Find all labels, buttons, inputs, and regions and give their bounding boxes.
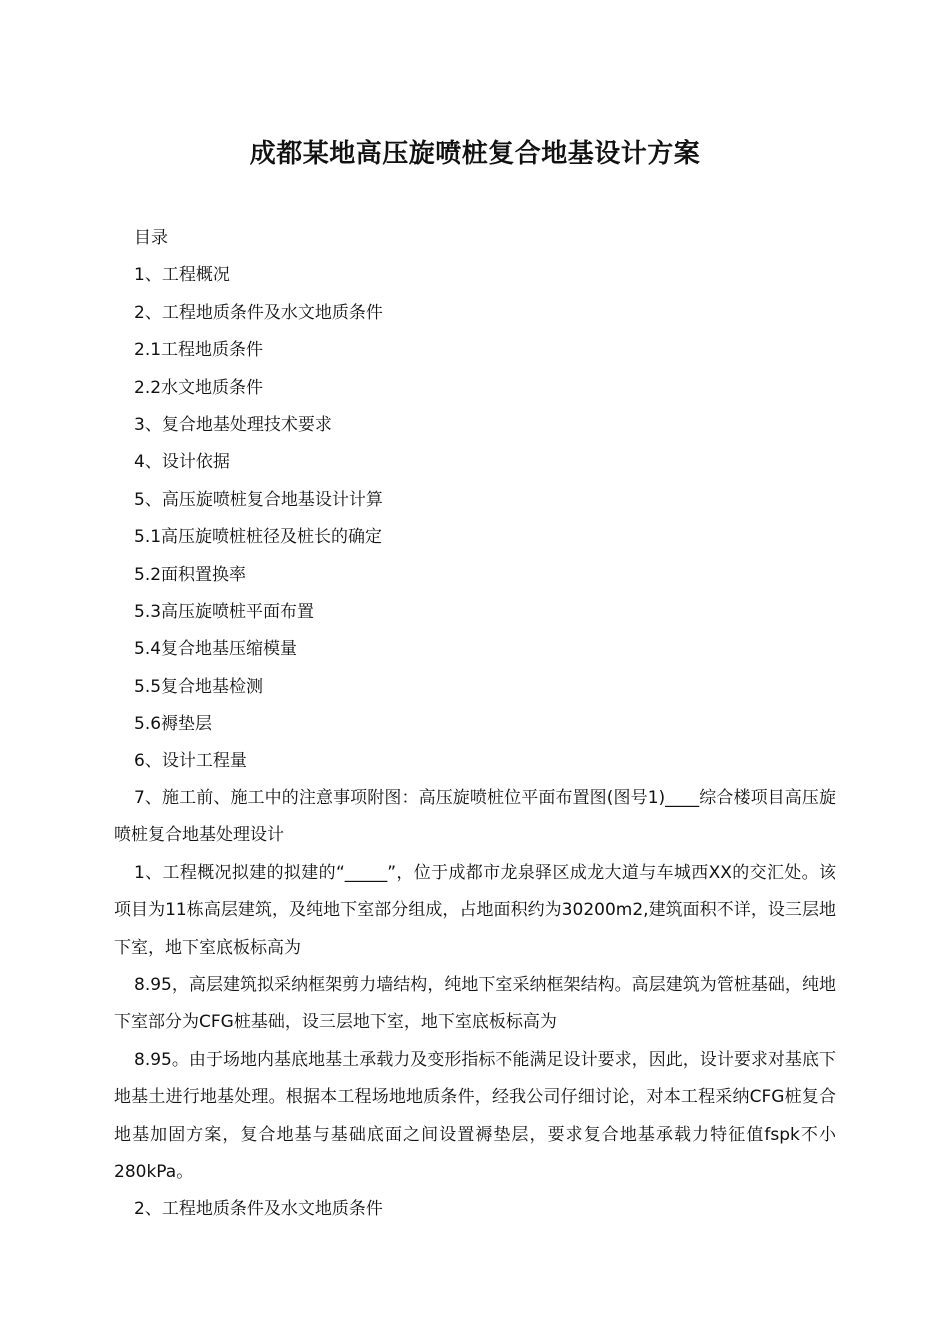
toc-item: 5.3高压旋喷桩平面布置 (134, 601, 315, 622)
toc-item: 5.6褥垫层 (134, 714, 213, 735)
toc-item: 3、复合地基处理技术要求 (134, 414, 332, 435)
document-body (114, 780, 836, 1229)
toc-item: 5、高压旋喷桩复合地基设计计算 (134, 489, 383, 510)
document-title: 成都某地高压旋喷桩复合地基设计方案 (249, 139, 701, 169)
table-of-contents (134, 220, 854, 781)
toc-item: 5.5复合地基检测 (134, 676, 264, 697)
body-paragraph: 2、工程地质条件及水文地质条件 (134, 1199, 383, 1220)
body-paragraph: 8.95，高层建筑拟采纳框架剪力墙结构，纯地下室采纳框架结构。高层建筑为管桩基础，纯地下室部分为CFG桩基础，设三层地下室，地下室底板标高为 (114, 975, 836, 1033)
toc-item: 5.4复合地基压缩模量 (134, 639, 298, 660)
toc-item: 2、工程地质条件及水文地质条件 (134, 302, 383, 323)
toc-item: 2.2水文地质条件 (134, 377, 264, 398)
toc-item: 2.1工程地质条件 (134, 340, 264, 361)
toc-heading: 目录 (134, 228, 168, 248)
body-paragraph: 8.95。由于场地内基底地基土承载力及变形指标不能满足设计要求，因此，设计要求对基底下地基土进行地基处理。根据本工程场地地质条件，经我公司仔细讨论，对本工程采纳CFG桩复合地基加固方案，复合地基与基础底面之间设置褥垫层，要求复合地基承载力特征值fspk不小280kPa。 (114, 1049, 836, 1183)
toc-item: 6、设计工程量 (134, 751, 247, 772)
body-paragraph: 7、施工前、施工中的注意事项附图：高压旋喷桩位平面布置图(图号1)____综合楼项目高压旋喷桩复合地基处理设计 (114, 788, 836, 846)
toc-item: 4、设计依据 (134, 452, 230, 473)
toc-item: 5.1高压旋喷桩桩径及桩长的确定 (134, 527, 383, 548)
body-paragraph: 1、工程概况拟建的拟建的“_____”，位于成都市龙泉驿区成龙大道与车城西XX的交汇处。该项目为11栋高层建筑，及纯地下室部分组成，占地面积约为30200m2,建筑面积不详，设三层地下室，地下室底板标高为 (114, 862, 836, 958)
toc-item: 5.2面积置换率 (134, 564, 247, 585)
toc-item: 1、工程概况 (134, 265, 230, 286)
